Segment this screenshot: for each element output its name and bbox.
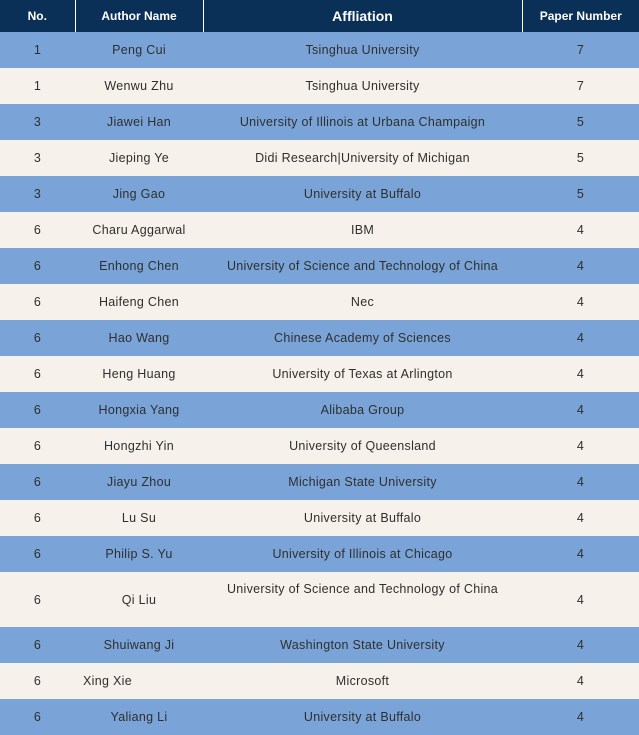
cell-author: Shuiwang Ji xyxy=(75,627,203,663)
header-row xyxy=(0,0,639,32)
cell-author: Philip S. Yu xyxy=(75,536,203,572)
cell-paper-number: 4 xyxy=(522,356,639,392)
cell-no: 6 xyxy=(0,248,75,284)
cell-paper-number: 4 xyxy=(522,212,639,248)
cell-paper-number: 5 xyxy=(522,176,639,212)
header-no: No. xyxy=(0,0,75,32)
cell-no: 3 xyxy=(0,104,75,140)
cell-no: 6 xyxy=(0,500,75,536)
cell-paper-number: 4 xyxy=(522,320,639,356)
table-row xyxy=(0,140,639,176)
cell-affiliation: University of Illinois at Urbana Champaign xyxy=(203,104,522,140)
cell-paper-number: 4 xyxy=(522,500,639,536)
cell-author: Hongxia Yang xyxy=(75,392,203,428)
cell-author: Hao Wang xyxy=(75,320,203,356)
cell-no: 6 xyxy=(0,663,75,699)
cell-no: 6 xyxy=(0,392,75,428)
cell-no: 6 xyxy=(0,627,75,663)
cell-no: 6 xyxy=(0,464,75,500)
cell-affiliation: University of Queensland xyxy=(203,428,522,464)
cell-author: Wenwu Zhu xyxy=(75,68,203,104)
cell-affiliation: University at Buffalo xyxy=(203,176,522,212)
cell-affiliation: Tsinghua University xyxy=(203,68,522,104)
table-row xyxy=(0,500,639,536)
cell-no: 6 xyxy=(0,212,75,248)
cell-no: 3 xyxy=(0,140,75,176)
cell-author: Xing Xie xyxy=(75,663,203,699)
cell-author: Qi Liu xyxy=(75,572,203,627)
cell-paper-number: 7 xyxy=(522,32,639,68)
cell-paper-number: 5 xyxy=(522,140,639,176)
table-row xyxy=(0,663,639,699)
cell-paper-number: 4 xyxy=(522,572,639,627)
table-row xyxy=(0,392,639,428)
header-paper-number: Paper Number xyxy=(522,0,639,32)
cell-author: Jiayu Zhou xyxy=(75,464,203,500)
cell-author: Hongzhi Yin xyxy=(75,428,203,464)
header-author-name: Author Name xyxy=(75,0,203,32)
cell-paper-number: 4 xyxy=(522,248,639,284)
cell-author: Haifeng Chen xyxy=(75,284,203,320)
cell-affiliation: University of Illinois at Chicago xyxy=(203,536,522,572)
cell-no: 1 xyxy=(0,32,75,68)
table-row xyxy=(0,212,639,248)
cell-affiliation: University at Buffalo xyxy=(203,699,522,735)
cell-paper-number: 7 xyxy=(522,68,639,104)
table-row xyxy=(0,68,639,104)
cell-paper-number: 4 xyxy=(522,392,639,428)
table-row xyxy=(0,699,639,735)
cell-affiliation: University of Science and Technology of China xyxy=(203,572,522,627)
table-body xyxy=(0,32,639,735)
cell-author: Yaliang Li xyxy=(75,699,203,735)
cell-paper-number: 5 xyxy=(522,104,639,140)
cell-affiliation: University at Buffalo xyxy=(203,500,522,536)
cell-author: Jiawei Han xyxy=(75,104,203,140)
cell-no: 1 xyxy=(0,68,75,104)
table-row xyxy=(0,104,639,140)
table-row xyxy=(0,428,639,464)
header-affiliation: Affliation xyxy=(203,0,522,32)
cell-paper-number: 4 xyxy=(522,627,639,663)
cell-paper-number: 4 xyxy=(522,536,639,572)
table-row xyxy=(0,627,639,663)
table-row xyxy=(0,320,639,356)
cell-affiliation: Michigan State University xyxy=(203,464,522,500)
cell-no: 6 xyxy=(0,428,75,464)
table-row xyxy=(0,356,639,392)
cell-author: Charu Aggarwal xyxy=(75,212,203,248)
table-row xyxy=(0,572,639,627)
cell-author: Jing Gao xyxy=(75,176,203,212)
cell-affiliation: Nec xyxy=(203,284,522,320)
cell-affiliation: University of Texas at Arlington xyxy=(203,356,522,392)
cell-no: 6 xyxy=(0,284,75,320)
cell-no: 6 xyxy=(0,320,75,356)
cell-paper-number: 4 xyxy=(522,699,639,735)
cell-affiliation: Chinese Academy of Sciences xyxy=(203,320,522,356)
cell-author: Peng Cui xyxy=(75,32,203,68)
cell-author: Lu Su xyxy=(75,500,203,536)
cell-no: 3 xyxy=(0,176,75,212)
cell-affiliation: Didi Research|University of Michigan xyxy=(203,140,522,176)
cell-no: 6 xyxy=(0,536,75,572)
table-row xyxy=(0,536,639,572)
cell-paper-number: 4 xyxy=(522,428,639,464)
table-row xyxy=(0,32,639,68)
cell-paper-number: 4 xyxy=(522,284,639,320)
cell-affiliation: Alibaba Group xyxy=(203,392,522,428)
cell-affiliation: IBM xyxy=(203,212,522,248)
cell-author: Enhong Chen xyxy=(75,248,203,284)
cell-paper-number: 4 xyxy=(522,464,639,500)
table-row xyxy=(0,464,639,500)
cell-affiliation: Washington State University xyxy=(203,627,522,663)
table-row xyxy=(0,284,639,320)
table-row xyxy=(0,248,639,284)
cell-no: 6 xyxy=(0,572,75,627)
table-header xyxy=(0,0,639,32)
cell-paper-number: 4 xyxy=(522,663,639,699)
cell-author: Jieping Ye xyxy=(75,140,203,176)
cell-affiliation: Tsinghua University xyxy=(203,32,522,68)
cell-no: 6 xyxy=(0,699,75,735)
cell-affiliation: Microsoft xyxy=(203,663,522,699)
cell-no: 6 xyxy=(0,356,75,392)
table-row xyxy=(0,176,639,212)
cell-author: Heng Huang xyxy=(75,356,203,392)
cell-affiliation: University of Science and Technology of China xyxy=(203,248,522,284)
